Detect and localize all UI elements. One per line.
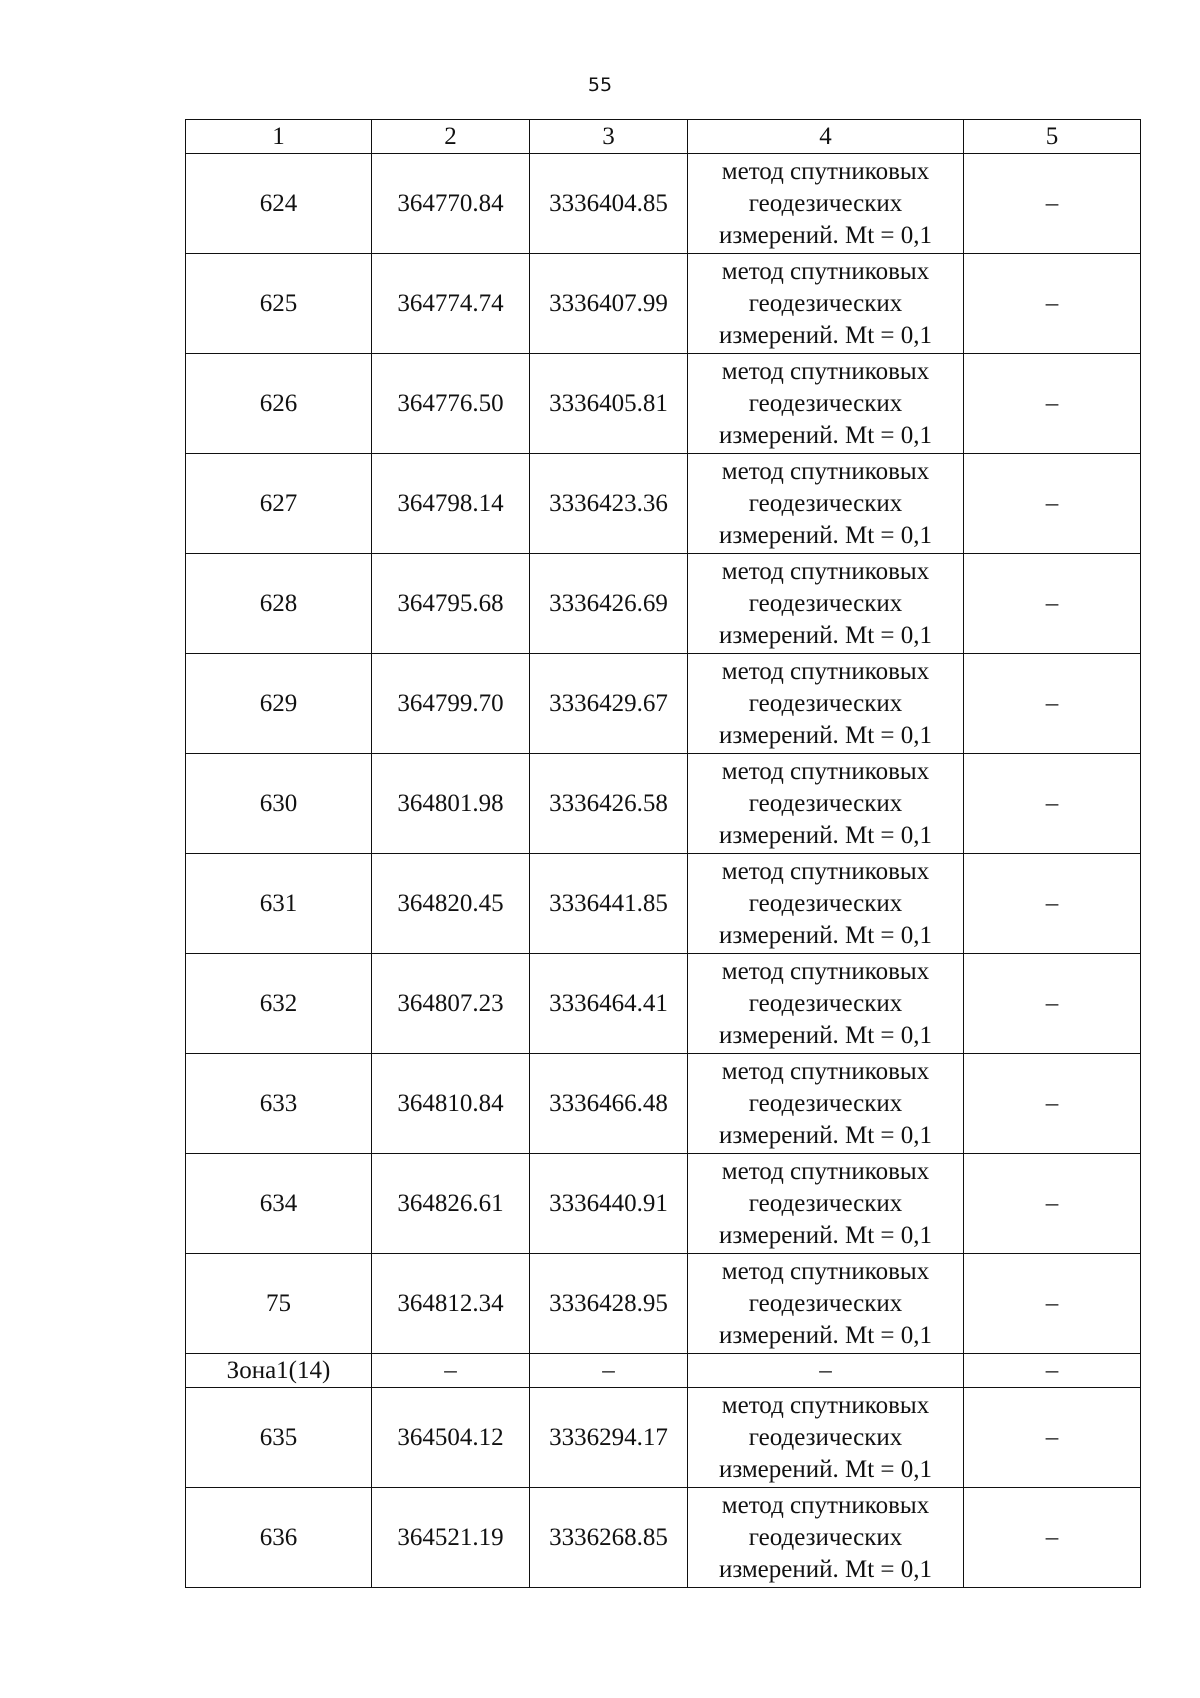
note-cell: –: [964, 1488, 1141, 1588]
column-header-4: 4: [688, 120, 964, 154]
table-row: [186, 354, 1141, 454]
method-cell: [688, 954, 964, 1054]
note-cell: –: [964, 654, 1141, 754]
column-header-1: 1: [186, 120, 372, 154]
point-number-cell: 633: [186, 1054, 372, 1154]
method-text: метод спутниковых геодезических измерений. Mt = 0,1: [718, 1157, 933, 1249]
table-row: [186, 1488, 1141, 1588]
y-coordinate-cell: 3336404.85: [530, 154, 688, 254]
y-coordinate-cell: 3336294.17: [530, 1388, 688, 1488]
point-number-cell: 626: [186, 354, 372, 454]
x-coordinate-cell: 364770.84: [372, 154, 530, 254]
method-text: метод спутниковых геодезических измерений. Mt = 0,1: [718, 657, 933, 749]
method-cell: [688, 1488, 964, 1588]
method-cell: [688, 354, 964, 454]
method-text: метод спутниковых геодезических измерений. Mt = 0,1: [718, 1491, 933, 1583]
x-coordinate-cell: –: [372, 1354, 530, 1388]
table-row: [186, 1388, 1141, 1488]
method-text: метод спутниковых геодезических измерений. Mt = 0,1: [718, 1057, 933, 1149]
table-row: [186, 454, 1141, 554]
method-text: метод спутниковых геодезических измерений. Mt = 0,1: [718, 557, 933, 649]
point-number-cell: 75: [186, 1254, 372, 1354]
method-text: метод спутниковых геодезических измерений. Mt = 0,1: [718, 1391, 933, 1483]
note-cell: –: [964, 854, 1141, 954]
note-cell: –: [964, 1354, 1141, 1388]
y-coordinate-cell: 3336426.58: [530, 754, 688, 854]
method-text: метод спутниковых геодезических измерений. Mt = 0,1: [718, 757, 933, 849]
table-row: [186, 554, 1141, 654]
x-coordinate-cell: 364795.68: [372, 554, 530, 654]
point-number-cell: 630: [186, 754, 372, 854]
table-row: [186, 154, 1141, 254]
x-coordinate-cell: 364504.12: [372, 1388, 530, 1488]
x-coordinate-cell: 364521.19: [372, 1488, 530, 1588]
y-coordinate-cell: 3336426.69: [530, 554, 688, 654]
y-coordinate-cell: 3336407.99: [530, 254, 688, 354]
zone-row: [186, 1354, 1141, 1388]
x-coordinate-cell: 364776.50: [372, 354, 530, 454]
y-coordinate-cell: 3336464.41: [530, 954, 688, 1054]
point-number-cell: Зона1(14): [186, 1354, 372, 1388]
method-cell: [688, 754, 964, 854]
method-text: метод спутниковых геодезических измерений. Mt = 0,1: [718, 1257, 933, 1349]
x-coordinate-cell: 364799.70: [372, 654, 530, 754]
x-coordinate-cell: 364810.84: [372, 1054, 530, 1154]
table-row: [186, 1054, 1141, 1154]
note-cell: –: [964, 254, 1141, 354]
x-coordinate-cell: 364801.98: [372, 754, 530, 854]
y-coordinate-cell: 3336405.81: [530, 354, 688, 454]
table-row: [186, 1254, 1141, 1354]
method-text: метод спутниковых геодезических измерений. Mt = 0,1: [718, 357, 933, 449]
table-row: [186, 854, 1141, 954]
method-cell: [688, 1254, 964, 1354]
point-number-cell: 629: [186, 654, 372, 754]
table-row: [186, 1154, 1141, 1254]
y-coordinate-cell: 3336429.67: [530, 654, 688, 754]
point-number-cell: 634: [186, 1154, 372, 1254]
table-body: [186, 154, 1141, 1588]
y-coordinate-cell: 3336423.36: [530, 454, 688, 554]
method-cell: –: [688, 1354, 964, 1388]
method-text: метод спутниковых геодезических измерений. Mt = 0,1: [718, 457, 933, 549]
note-cell: –: [964, 354, 1141, 454]
method-cell: [688, 1388, 964, 1488]
method-cell: [688, 554, 964, 654]
note-cell: –: [964, 1154, 1141, 1254]
method-cell: [688, 1154, 964, 1254]
method-cell: [688, 254, 964, 354]
method-text: метод спутниковых геодезических измерений. Mt = 0,1: [718, 257, 933, 349]
y-coordinate-cell: 3336466.48: [530, 1054, 688, 1154]
note-cell: –: [964, 1388, 1141, 1488]
point-number-cell: 636: [186, 1488, 372, 1588]
table-row: [186, 754, 1141, 854]
method-text: метод спутниковых геодезических измерений. Mt = 0,1: [718, 957, 933, 1049]
x-coordinate-cell: 364807.23: [372, 954, 530, 1054]
note-cell: –: [964, 1254, 1141, 1354]
column-header-3: 3: [530, 120, 688, 154]
note-cell: –: [964, 154, 1141, 254]
method-cell: [688, 454, 964, 554]
note-cell: –: [964, 754, 1141, 854]
method-text: метод спутниковых геодезических измерений. Mt = 0,1: [718, 857, 933, 949]
x-coordinate-cell: 364798.14: [372, 454, 530, 554]
note-cell: –: [964, 1054, 1141, 1154]
x-coordinate-cell: 364820.45: [372, 854, 530, 954]
method-cell: [688, 1054, 964, 1154]
point-number-cell: 624: [186, 154, 372, 254]
note-cell: –: [964, 554, 1141, 654]
column-header-5: 5: [964, 120, 1141, 154]
y-coordinate-cell: 3336268.85: [530, 1488, 688, 1588]
point-number-cell: 628: [186, 554, 372, 654]
point-number-cell: 625: [186, 254, 372, 354]
method-cell: [688, 154, 964, 254]
y-coordinate-cell: 3336441.85: [530, 854, 688, 954]
y-coordinate-cell: 3336440.91: [530, 1154, 688, 1254]
column-header-2: 2: [372, 120, 530, 154]
header-row: [186, 120, 1141, 154]
x-coordinate-cell: 364774.74: [372, 254, 530, 354]
y-coordinate-cell: 3336428.95: [530, 1254, 688, 1354]
page-number: 55: [587, 74, 613, 96]
y-coordinate-cell: –: [530, 1354, 688, 1388]
method-cell: [688, 854, 964, 954]
x-coordinate-cell: 364826.61: [372, 1154, 530, 1254]
method-cell: [688, 654, 964, 754]
table-row: [186, 954, 1141, 1054]
point-number-cell: 632: [186, 954, 372, 1054]
coordinates-table: [185, 119, 1141, 1588]
table-row: [186, 654, 1141, 754]
point-number-cell: 635: [186, 1388, 372, 1488]
point-number-cell: 627: [186, 454, 372, 554]
point-number-cell: 631: [186, 854, 372, 954]
method-text: метод спутниковых геодезических измерений. Mt = 0,1: [718, 157, 933, 249]
x-coordinate-cell: 364812.34: [372, 1254, 530, 1354]
note-cell: –: [964, 454, 1141, 554]
note-cell: –: [964, 954, 1141, 1054]
table-row: [186, 254, 1141, 354]
